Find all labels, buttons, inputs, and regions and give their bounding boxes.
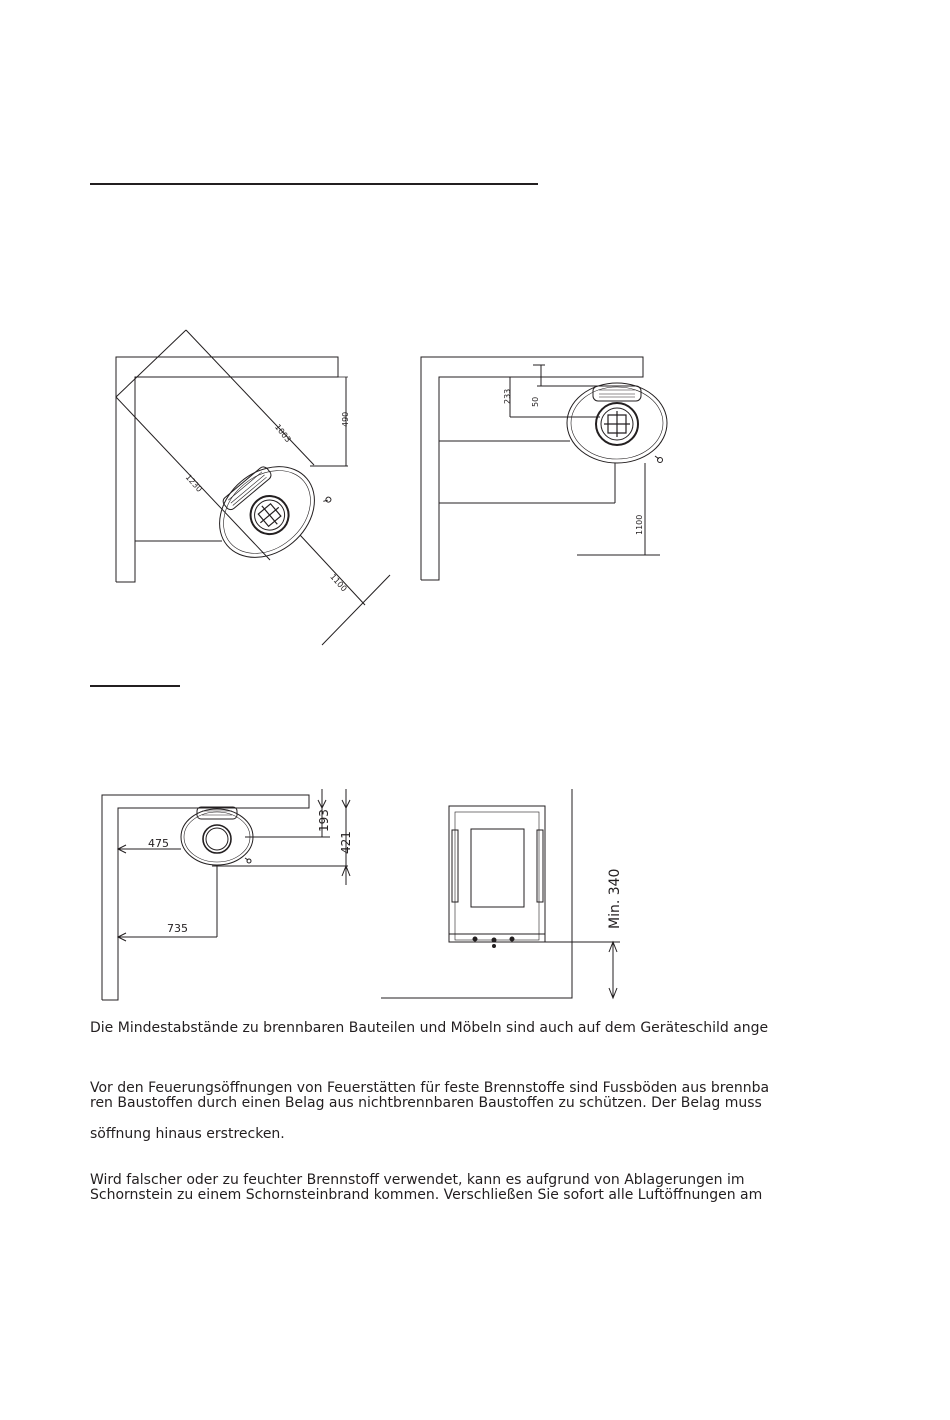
front-view-drawing (381, 789, 623, 998)
paragraph-line: söffnung hinaus erstrecken. (90, 1126, 285, 1142)
plan-dim-421: 421 (339, 831, 353, 854)
wall-installation-drawing (421, 357, 667, 580)
wall-dim-50: 50 (531, 396, 540, 407)
plan-dim-193: 193 (317, 809, 331, 832)
plan-dimensions-drawing (102, 789, 353, 1000)
plan-dim-475: 475 (148, 837, 169, 850)
wall-dim-233: 233 (503, 388, 512, 404)
corner-dim-490: 490 (341, 411, 350, 427)
front-dim-min340: Min. 340 (607, 868, 623, 929)
paragraph-line: Wird falscher oder zu feuchter Brennstoff verwendet, kann es aufgrund von Ablagerungen im (90, 1172, 745, 1188)
corner-dim-1100: 1100 (328, 572, 349, 594)
paragraph-floor-protection (90, 1081, 769, 1111)
paragraph-floor-protection-end (90, 1127, 285, 1142)
corner-dim-1003: 1003 (272, 422, 293, 445)
plan-dim-735: 735 (167, 922, 188, 935)
corner-dim-1230: 1230 (183, 472, 204, 494)
paragraph-chimney-fire (90, 1173, 762, 1203)
wall-dim-1100: 1100 (635, 514, 644, 535)
corner-installation-drawing (116, 330, 390, 645)
paragraph-line: Die Mindestabstände zu brennbaren Bauteilen und Möbeln sind auch auf dem Geräteschild ange (90, 1020, 769, 1036)
paragraph-line: Vor den Feuerungsöffnungen von Feuerstätten für feste Brennstoffe sind Fussböden aus brennba (90, 1080, 770, 1096)
paragraph-clearances (90, 1021, 768, 1036)
paragraph-line: Schornstein zu einem Schornsteinbrand kommen. Verschließen Sie sofort alle Luftöffnungen am (90, 1187, 763, 1203)
paragraph-line: ren Baustoffen durch einen Belag aus nichtbrennbaren Baustoffen zu schützen. Der Belag muss (90, 1095, 762, 1111)
